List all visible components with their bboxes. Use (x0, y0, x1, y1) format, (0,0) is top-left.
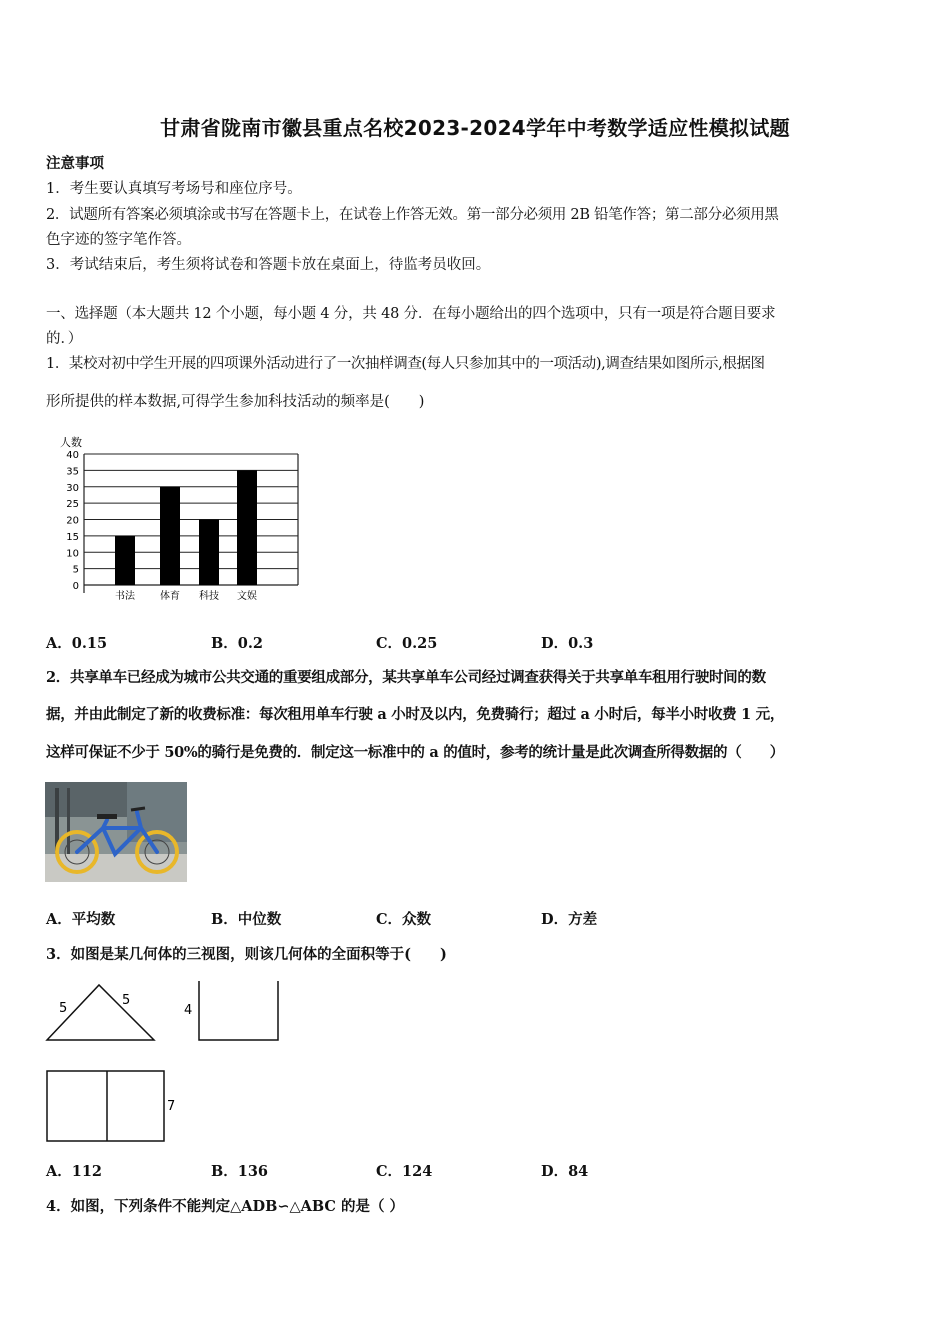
q4-text: 4．如图，下列条件不能判定△ADB∽△ABC 的是（ ） (46, 1198, 405, 1215)
chart-bars (115, 470, 257, 585)
notice-heading: 注意事项 (46, 155, 104, 172)
q2-option-b[interactable]: B．中位数 (211, 911, 282, 928)
section-heading-cont: 的．） (46, 331, 83, 347)
y-tick-label: 30 (66, 482, 79, 494)
y-tick-label: 5 (72, 564, 79, 576)
q2-option-d[interactable]: D．方差 (541, 911, 598, 928)
q1-bar-chart (46, 430, 316, 605)
chart-xlabels (115, 589, 257, 602)
y-tick-label: 20 (66, 515, 79, 527)
q3-option-c[interactable]: C．124 (376, 1163, 433, 1180)
bar-1 (115, 536, 135, 585)
y-tick-label: 25 (66, 499, 79, 511)
x-tick-label: 体育 (160, 591, 180, 602)
notice-item-3: 3．考试结束后，考生须将试卷和答题卡放在桌面上，待监考员收回。 (46, 257, 491, 273)
q3-option-b[interactable]: B．136 (211, 1163, 269, 1180)
bar-2 (160, 487, 180, 585)
y-tick-label: 15 (66, 531, 79, 543)
x-tick-label: 书法 (115, 591, 135, 602)
y-tick-label: 10 (66, 548, 79, 560)
q2-option-c[interactable]: C．众数 (376, 911, 432, 928)
triangle-right-label: 5 (122, 993, 131, 1008)
side-view-rect (199, 981, 278, 1040)
bar-4 (237, 470, 257, 585)
y-tick-label: 35 (66, 466, 79, 478)
q3-text: 3．如图是某几何体的三视图，则该几何体的全面积等于( ) (46, 946, 447, 963)
page-title: 甘肃省陇南市徽县重点名校2023-2024学年中考数学适应性模拟试题 (160, 116, 790, 140)
x-tick-label: 科技 (199, 591, 219, 602)
bicycle-photo (45, 782, 187, 882)
chart-ylabel: 人数 (60, 436, 82, 449)
q3-bottom-view (44, 1068, 194, 1144)
bottom-view-height-label: 7 (167, 1099, 176, 1114)
q3-option-d[interactable]: D．84 (541, 1163, 589, 1180)
q3-top-views (44, 978, 294, 1048)
q3-option-a[interactable]: A．112 (46, 1163, 103, 1180)
y-tick-label: 40 (66, 450, 79, 461)
x-tick-label: 文娱 (237, 591, 257, 602)
q1-option-c[interactable]: C．0.25 (376, 635, 438, 652)
q2-text-cont1: 据，并由此制定了新的收费标准：每次租用单车行驶 a 小时及以内，免费骑行；超过 a 小时后，每半小时收费 1 元， (46, 706, 785, 723)
notice-item-2-cont: 色字迹的签字笔作答。 (46, 232, 191, 248)
q1-option-d[interactable]: D．0.3 (541, 635, 594, 652)
notice-item-1: 1．考生要认真填写考场号和座位序号。 (46, 181, 302, 197)
q1-text-cont: 形所提供的样本数据,可得学生参加科技活动的频率是( ) (46, 394, 425, 410)
q1-option-a[interactable]: A．0.15 (46, 635, 108, 652)
q1-text: 1．某校对初中学生开展的四项课外活动进行了一次抽样调查(每人只参加其中的一项活动),调查结果如图所示,根据图 (46, 356, 765, 372)
q1-option-b[interactable]: B．0.2 (211, 635, 263, 652)
bar-3 (199, 520, 219, 586)
y-tick-label: 0 (72, 581, 79, 592)
section-heading: 一、选择题（本大题共 12 个小题，每小题 4 分，共 48 分．在每小题给出的四个选项中，只有一项是符合题目要求 (46, 306, 776, 322)
q2-option-a[interactable]: A．平均数 (46, 911, 116, 928)
chart-yticks (66, 450, 79, 592)
side-view-height-label: 4 (184, 1003, 193, 1018)
notice-item-2: 2．试题所有答案必须填涂或书写在答题卡上，在试卷上作答无效。第一部分必须用 2B 铅笔作答；第二部分必须用黑 (46, 207, 779, 223)
q2-text: 2．共享单车已经成为城市公共交通的重要组成部分，某共享单车公司经过调查获得关于共享单车租用行驶时间的数 (46, 669, 766, 686)
triangle-left-label: 5 (59, 1001, 68, 1016)
q2-text-cont2: 这样可保证不少于 50%的骑行是免费的．制定这一标准中的 a 的值时，参考的统计量是此次调查所得数据的（ ） (46, 744, 784, 761)
